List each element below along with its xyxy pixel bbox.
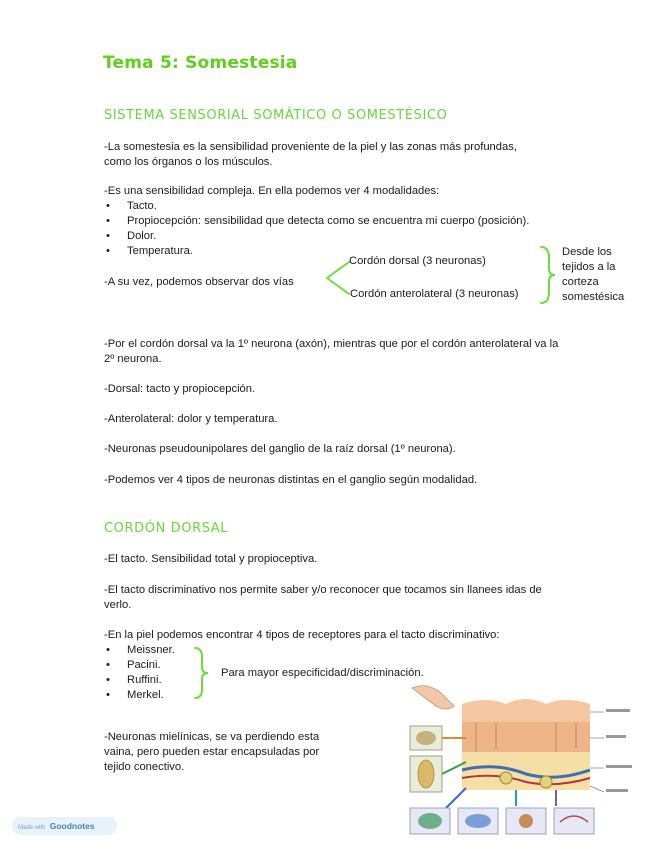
list-item-text: Tacto. [127,200,157,212]
list-item [106,688,206,703]
paragraph-receptors-intro: -En la piel podemos encontrar 4 tipos de receptores para el tacto discriminativo: [104,629,500,641]
list-item [106,214,586,229]
bullet-icon: • [106,659,110,671]
list-item [106,658,206,673]
vias-intro: -A su vez, podemos observar dos vías [104,276,294,288]
paragraph-myelinated-line3: tejido conectivo. [104,761,185,773]
paragraph-touch: -El tacto. Sensibilidad total y propioceptiva. [104,553,318,565]
skin-receptors-illustration [406,682,638,842]
goodnotes-badge[interactable] [12,817,117,835]
vias-note-line: tejidos a la [562,261,616,273]
branch-arrow-icon [323,258,351,298]
list-item [106,643,206,658]
badge-made-with: Made with [18,825,46,831]
bullet-icon: • [106,674,110,686]
list-item-text: Ruffini. [127,674,162,686]
list-item-text: Dolor. [127,230,157,242]
list-item [106,229,586,244]
via-anterolateral: Cordón anterolateral (3 neuronas) [350,288,519,300]
paragraph-anterolateral: -Anterolateral: dolor y temperatura. [104,413,278,425]
curly-brace-icon [538,244,558,306]
paragraph-myelinated-line1: -Neuronas mielínicas, se va perdiendo esta [104,731,320,743]
list-item [106,244,586,259]
badge-brand: Goodnotes [49,821,95,831]
list-item-text: Merkel. [127,689,164,701]
paragraph-dorsal: -Dorsal: tacto y propiocepción. [104,383,256,395]
paragraph-neurons-line2: 2º neurona. [104,353,162,365]
list-item-text: Propiocepción: sensibilidad que detecta como se encuentra mi cuerpo (posición). [127,215,530,227]
bullet-icon: • [106,245,110,257]
list-item-text: Pacini. [127,659,161,671]
bullet-icon: • [106,200,110,212]
list-item [106,673,206,688]
bullet-icon: • [106,689,110,701]
section-heading-somatic: SISTEMA SENSORIAL SOMÁTICO O SOMESTÉSICO [104,108,448,123]
paragraph-somestesia-line2: como los órganos o los músculos. [104,156,273,168]
receptors-note: Para mayor especificidad/discriminación. [221,667,424,679]
via-dorsal: Cordón dorsal (3 neuronas) [349,255,486,267]
list-item-text: Meissner. [127,644,175,656]
paragraph-neurons-line1: -Por el cordón dorsal va la 1º neurona (axón), mientras que por el cordón anterolateral va la [104,338,559,350]
vias-note-line: Desde los [562,246,612,258]
paragraph-somestesia-line1: -La somestesia es la sensibilidad proveniente de la piel y las zonas más profundas, [104,141,517,153]
bullet-icon: • [106,230,110,242]
paragraph-discriminative-line2: verlo. [104,599,132,611]
page-title: Tema 5: Somestesia [103,53,298,73]
paragraph-pseudounipolar: -Neuronas pseudounipolares del ganglio de la raíz dorsal (1º neurona). [104,443,456,455]
vias-note-line: corteza [562,276,599,288]
paragraph-myelinated-line2: vaina, pero pueden estar encapsuladas por [104,746,320,758]
section-heading-dorsal: CORDÓN DORSAL [104,521,229,536]
curly-brace-icon [192,645,212,701]
list-item-text: Temperatura. [127,245,193,257]
paragraph-modalities-intro: -Es una sensibilidad compleja. En ella podemos ver 4 modalidades: [104,185,440,197]
list-item [106,199,586,214]
vias-note-line: somestésica [562,291,625,303]
bullet-icon: • [106,644,110,656]
paragraph-ganglion: -Podemos ver 4 tipos de neuronas distintas en el ganglio según modalidad. [104,474,478,486]
bullet-icon: • [106,215,110,227]
paragraph-discriminative-line1: -El tacto discriminativo nos permite saber y/o reconocer que tocamos sin llanees idas de [104,584,542,596]
vias-note [562,245,624,305]
